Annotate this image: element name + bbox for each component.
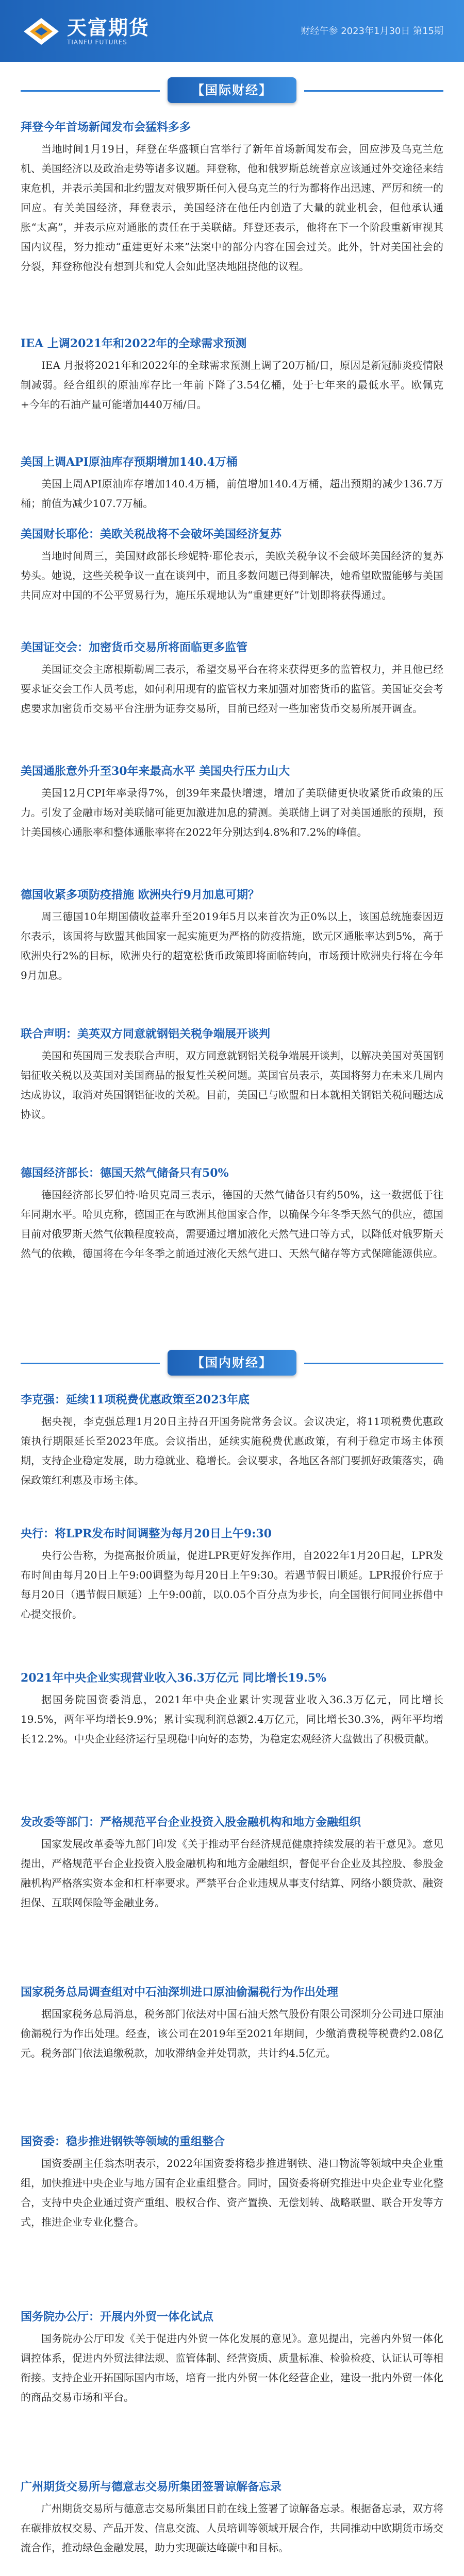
logo-english: TIANFU FUTURES xyxy=(67,39,127,46)
article-body: 广州期货交易所与德意志交易所集团日前在线上签署了谅解备忘录。根据备忘录，双方将在碳排放权交易、产品开发、信息交流、人员培训等领域开展合作，共同推动中欧期货市场交流合作，推动绿色金融发展，助力实现碳达峰碳中和目标。 xyxy=(21,2502,443,2554)
article-title: 德国收紧多项防疫措施 欧洲央行9月加息可期？ xyxy=(21,888,259,902)
article-body: 美国12月CPI年率录得7%，创39年来最快增速，增加了美联储更快收紧货币政策的压力。引发了金融市场对美联储可能更加激进加息的猜测。美联储上调了对美国通胀的预期，预计美国核心通胀率和整体通胀率将在2022年分别达到4.8%和7.2%的峰值。 xyxy=(21,787,443,838)
article xyxy=(21,639,443,718)
article xyxy=(21,335,443,414)
page-header xyxy=(0,0,464,62)
article-body: 德国经济部长罗伯特·哈贝克周三表示，德国的天然气储备只有约50%，这一数据低于往年同期水平。哈贝克称，德国正在与欧洲其他国家合作，以确保今年冬季天然气的供应，德国目前对俄罗斯天然气依赖程度较高，需要通过增加液化天然气进口等方式，以降低对俄罗斯天然气的依赖，德国将在今年冬季之前通过液化天然气进口、天然气储存等方式保障能源供应。 xyxy=(21,1189,443,1260)
section-title: 【国内财经】 xyxy=(168,1350,296,1376)
article-body: 美国和英国周三发表联合声明，双方同意就钢铝关税争端展开谈判，以解决美国对英国钢铝征收关税以及英国对美国商品的报复性关税问题。英国官员表示，英国将努力在未来几周内达成协议，取消对英国钢铝征收的关税。目前，美国已与欧盟和日本就相关钢铝关税问题达成协议。 xyxy=(21,1049,443,1121)
article-title: 李克强：延续11项税费优惠政策至2023年底 xyxy=(21,1393,250,1406)
article xyxy=(21,118,443,276)
article-title: 拜登今年首场新闻发布会猛料多多 xyxy=(21,121,191,134)
article-title: 美国财长耶伦：美欧关税战将不会破坏美国经济复苏 xyxy=(21,528,282,541)
article xyxy=(21,526,443,605)
article xyxy=(21,1984,443,2063)
logo-name: 天富期货 xyxy=(67,16,150,39)
article-title: IEA 上调2021年和2022年的全球需求预测 xyxy=(21,337,247,350)
article-title: 德国经济部长：德国天然气储备只有50% xyxy=(21,1166,229,1180)
article xyxy=(21,2478,443,2557)
article xyxy=(21,886,443,985)
article-title: 国务院办公厅：开展内外贸一体化试点 xyxy=(21,2310,214,2324)
article xyxy=(21,2308,443,2407)
section-banner-domestic xyxy=(0,1345,464,1381)
article-title: 2021年中央企业实现营业收入36.3万亿元 同比增长19.5% xyxy=(21,1671,326,1685)
article-body: 美国证交会主席根斯勒周三表示，希望交易平台在将来获得更多的监管权力，并且他已经要求证交会工作人员考虑，如何利用现有的监管权力来加强对加密货币的监管。美国证交会考虑要求加密货币交易平台注册为证券交易所，目前已经对一些加密货币交易所展开调查。 xyxy=(21,663,443,715)
article-body: 据央视，李克强总理1月20日主持召开国务院常务会议。会议决定，将11项税费优惠政策执行期限延长至2023年底。会议指出，延续实施税费优惠政策，有利于稳定市场主体预期，支持企业稳定发展，助力稳就业、稳增长。会议要求，各地区各部门要抓好政策落实，确保政策红利惠及市场主体。 xyxy=(21,1415,443,1486)
article xyxy=(21,1814,443,1912)
article xyxy=(21,762,443,842)
article-body: 据国家税务总局消息，税务部门依法对中国石油天然气股份有限公司深圳分公司进口原油偷漏税行为作出处理。经查，该公司在2019年至2021年期间，少缴消费税等税费约2.08亿元。税务部门依法追缴税款，加收滞纳金并处罚款，共计约4.5亿元。 xyxy=(21,2008,443,2059)
article-title: 广州期货交易所与德意志交易所集团签署谅解备忘录 xyxy=(21,2480,282,2494)
article-title: 美国证交会：加密货币交易所将面临更多监管 xyxy=(21,641,248,654)
article-title: 国家税务总局调查组对中石油深圳进口原油偷漏税行为作出处理 xyxy=(21,1986,339,1999)
issue-info: 财经午参 2023年1月30日 第15期 xyxy=(301,26,443,37)
article-body: 周三德国10年期国债收益率升至2019年5月以来首次为正0%以上，该国总统施泰因迈尔表示，该国将与欧盟其他国家一起实施更为严格的防疫措施，欧元区通胀率达到5%，高于欧洲央行2%的目标，欧洲央行的超宽松货币政策即将面临转向，市场预计欧洲央行将在今年9月加息。 xyxy=(21,910,443,981)
article-title: 美国通胀意外升至30年来最高水平 美国央行压力山大 xyxy=(21,765,290,778)
section-title: 【国际财经】 xyxy=(168,77,296,103)
article xyxy=(21,453,443,513)
article xyxy=(21,1164,443,1263)
article-title: 发改委等部门：严格规范平台企业投资入股金融机构和地方金融组织 xyxy=(21,1816,361,1829)
article-title: 国资委：稳步推进钢铁等领域的重组整合 xyxy=(21,2135,225,2148)
article-body: 美国上周API原油库存增加140.4万桶，前值增加140.4万桶，超出预期的减少136.7万桶；前值为减少107.7万桶。 xyxy=(21,478,443,510)
article xyxy=(21,1669,443,1749)
article-body: 国资委副主任翁杰明表示，2022年国资委将稳步推进钢铁、港口物流等领域中央企业重组，加快推进中央企业与地方国有企业重组整合。同时，国资委将研究推进中央企业专业化整合，支持中央企业通过资产重组、股权合作、资产置换、无偿划转、战略联盟、联合开发等方式，推进企业专业化整合。 xyxy=(21,2157,443,2228)
article-body: 当地时间1月19日，拜登在华盛顿白宫举行了新年首场新闻发布会，回应涉及乌克兰危机、美国经济以及政治走势等诸多议题。拜登称，他和俄罗斯总统普京应该通过外交途径来结束危机，并表示美国和北约盟友对俄罗斯任何入侵乌克兰的行为都将作出迅速、严厉和统一的回应。有关美国经济，拜登表示，美国经济在他任内创造了大量的就业机会，但他承认通胀“太高”，并表示应对通胀的责任在于美联储。拜登还表示，他将在下一个阶段重新审视其国内议程，努力推动“重建更好未来”法案中的部分内容在国会过关。此外，针对美国社会的分裂，拜登称他没有想到共和党人会如此坚决地阻挠他的议程。 xyxy=(21,143,443,273)
article xyxy=(21,1391,443,1490)
article-title: 美国上调API原油库存预期增加140.4万桶 xyxy=(21,455,238,469)
article-title: 联合声明：美英双方同意就钢铝关税争端展开谈判 xyxy=(21,1027,271,1041)
article-title: 央行：将LPR发布时间调整为每月20日上午9:30 xyxy=(21,1527,272,1540)
company-logo xyxy=(23,13,150,49)
article xyxy=(21,2133,443,2232)
article-body: 国家发展改革委等九部门印发《关于推动平台经济规范健康持续发展的若干意见》。意见提出，严格规范平台企业投资入股金融机构和地方金融组织，督促平台企业及其控股、参股金融机构严格落实资本金和杠杆率要求。严禁平台企业违规从事支付结算、网络小额贷款、融资担保、互联网保险等金融业务。 xyxy=(21,1838,443,1909)
article-body: 央行公告称，为提高报价质量，促进LPR更好发挥作用，自2022年1月20日起，LPR发布时间由每月20日上午9:00调整为每月20日上午9:30。若遇节假日顺延。LPR报价行应于每月20日（遇节假日顺延）上午9:00前，以0.05个百分点为步长，向全国银行间同业拆借中心提交报价。 xyxy=(21,1549,443,1620)
article xyxy=(21,1525,443,1624)
article-body: 当地时间周三，美国财政部长珍妮特·耶伦表示，美欧关税争议不会破坏美国经济的复苏势头。她说，这些关税争议一直在谈判中，而且多数问题已得到解决，她希望欧盟能够与美国共同应对中国的不公平贸易行为，施压乐观地认为“重建更好”计划即将获得通过。 xyxy=(21,550,443,601)
section-banner-international xyxy=(0,72,464,108)
logo-icon xyxy=(23,16,60,47)
article-body: IEA 月报将2021年和2022年的全球需求预测上调了20万桶/日，原因是新冠肺炎疫情限制减弱。经合组织的原油库存比一年前下降了3.54亿桶，处于七年来的最低水平。欧佩克+今年的石油产量可能增加440万桶/日。 xyxy=(21,359,443,411)
article xyxy=(21,1025,443,1124)
article-body: 国务院办公厅印发《关于促进内外贸一体化发展的意见》。意见提出，完善内外贸一体化调控体系，促进内外贸法律法规、监管体制、经营资质、质量标准、检验检疫、认证认可等相衔接。支持企业开拓国际国内市场，培育一批内外贸一体化经营企业，建设一批内外贸一体化的商品交易市场和平台。 xyxy=(21,2332,443,2403)
article-body: 据国务院国资委消息，2021年中央企业累计实现营业收入36.3万亿元，同比增长19.5%，两年平均增长9.9%；累计实现利润总额2.4万亿元，同比增长30.3%，两年平均增长12.2%。中央企业经济运行呈现稳中向好的态势，为稳定宏观经济大盘做出了积极贡献。 xyxy=(21,1693,443,1745)
